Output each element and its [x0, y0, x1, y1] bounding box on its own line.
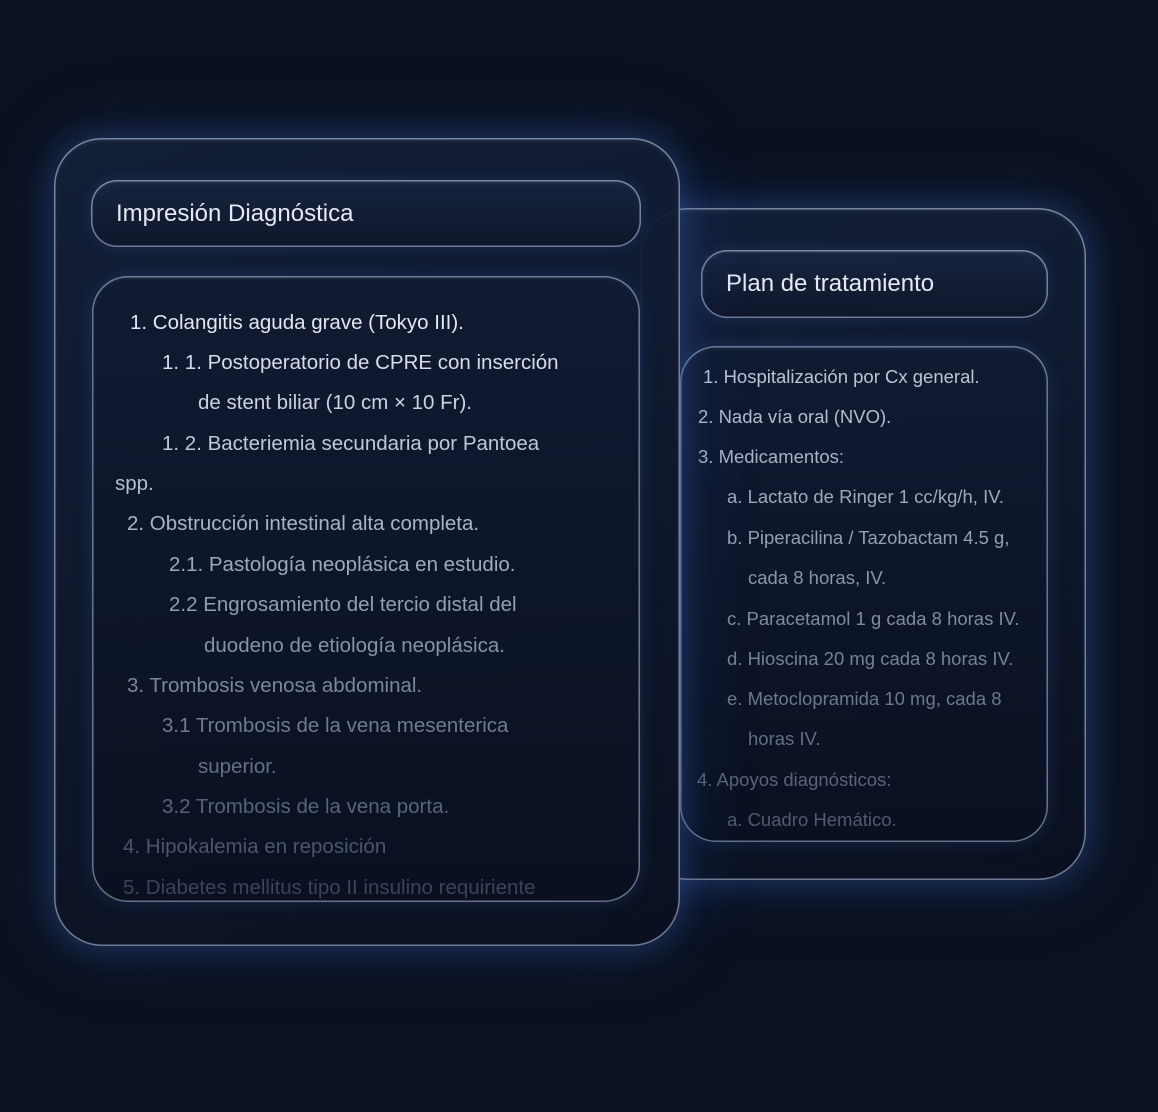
list-item: 4. Apoyos diagnósticos: — [697, 769, 892, 790]
diagnostic-impression-title — [91, 180, 641, 247]
list-item: 3.1 Trombosis de la vena mesenterica — [162, 714, 509, 737]
list-item: 2. Nada vía oral (NVO). — [698, 406, 892, 427]
list-item: 3.2 Trombosis de la vena porta. — [162, 795, 450, 818]
list-item: d. Hioscina 20 mg cada 8 horas IV. — [727, 648, 1014, 669]
diagnostic-impression-card — [54, 138, 680, 946]
list-item: 1. Colangitis aguda grave (Tokyo III). — [130, 311, 464, 334]
list-item: horas IV. — [748, 728, 821, 749]
list-item: spp. — [115, 472, 154, 495]
list-item: 2.1. Pastología neoplásica en estudio. — [169, 553, 516, 576]
list-item: e. Metoclopramida 10 mg, cada 8 — [727, 688, 1002, 709]
list-item: superior. — [198, 755, 277, 778]
diagnostic-impression-list — [92, 276, 640, 902]
list-item: 4. Hipokalemia en reposición — [123, 835, 387, 858]
list-item: 2.2 Engrosamiento del tercio distal del — [169, 593, 517, 616]
treatment-plan-list — [680, 346, 1048, 842]
list-item: 1. 1. Postoperatorio de CPRE con inserción — [162, 351, 559, 374]
list-item: a. Cuadro Hemático. — [727, 809, 897, 830]
list-item: 3. Medicamentos: — [698, 446, 845, 467]
list-item: de stent biliar (10 cm × 10 Fr). — [198, 391, 473, 414]
list-item: 5. Diabetes mellitus tipo II insulino requiriente — [123, 876, 536, 899]
list-item: 1. Hospitalización por Cx general. — [703, 366, 980, 387]
list-item: duodeno de etiología neoplásica. — [204, 634, 505, 657]
list-item: cada 8 horas, IV. — [748, 567, 887, 588]
treatment-plan-title — [701, 250, 1048, 318]
list-item: a. Lactato de Ringer 1 cc/kg/h, IV. — [727, 486, 1004, 507]
list-item: c. Paracetamol 1 g cada 8 horas IV. — [727, 608, 1020, 629]
list-item: 1. 2. Bacteriemia secundaria por Pantoea — [162, 432, 540, 455]
list-item: 3. Trombosis venosa abdominal. — [127, 674, 423, 697]
treatment-plan-card — [640, 208, 1086, 880]
list-item: 2. Obstrucción intestinal alta completa. — [127, 512, 480, 535]
treatment-plan-title-text: Plan de tratamiento — [726, 270, 935, 297]
list-item: b. Piperacilina / Tazobactam 4.5 g, — [727, 527, 1010, 548]
diagnostic-impression-title-text: Impresión Diagnóstica — [116, 199, 354, 227]
